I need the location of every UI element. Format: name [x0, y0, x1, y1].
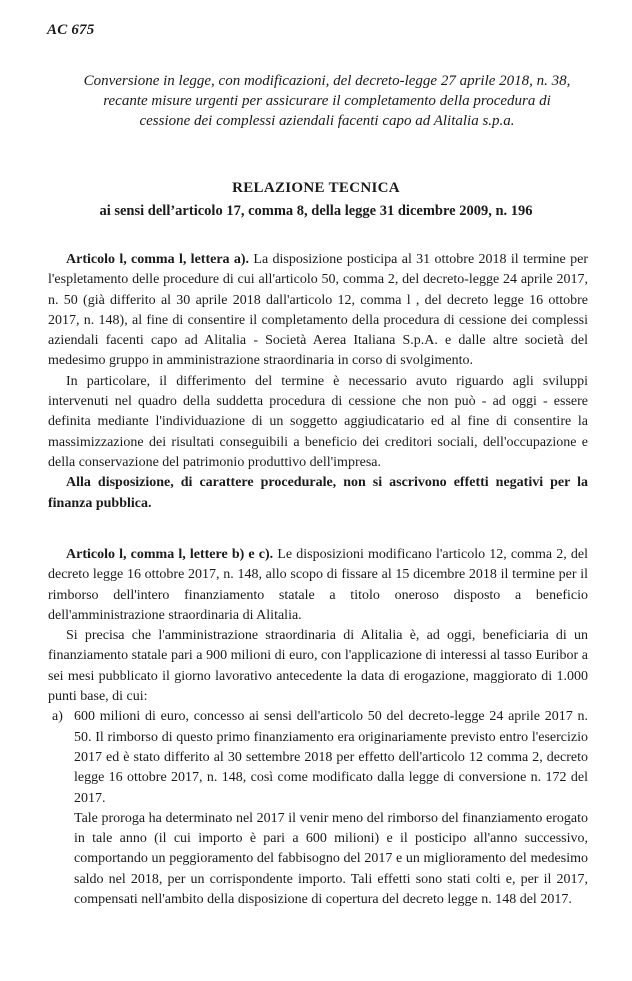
subject-line: cessione dei complessi aziendali facenti capo ad Alitalia s.p.a. — [139, 113, 515, 129]
paragraph: In particolare, il differimento del termine è necessario avuto riguardo agli sviluppi intervenuti nel quadro della suddetta procedura di cessione che non può - ad oggi - essere definita mediante l'individuazione di un soggetto aggiudicatario ed al fine di consentire la massimizzazione dei risultati conseguibili a beneficio dei creditori sociali, dell'occupazione e della conservazione del patrimonio produttivo dell'impresa. — [48, 373, 588, 470]
funding-list — [48, 707, 588, 808]
section-article-1-letter-a — [48, 250, 588, 514]
paragraph — [48, 545, 588, 626]
list-marker: a) — [52, 709, 63, 725]
subject-line: recante misure urgenti per assicurare il completamento della procedura di — [103, 93, 551, 109]
list-item-text: 600 milioni di euro, concesso ai sensi dell'articolo 50 del decreto-legge 24 aprile 2017 n. 50. Il rimborso di questo primo finanziamento era originariamente previsto entro l'esercizio 2017 ed è stato differito al 30 settembre 2018 per effetto dell'articolo 12 comma 2, decreto legge 16 ottobre 2017, n. 148, così come modificato dalla legge di conversione n. 172 del 2017. — [74, 709, 588, 806]
paragraph-text: Le disposizioni modificano l'articolo 12, comma 2, del decreto legge 16 ottobre 2017, n. 148, allo scopo di fissare al 15 dicembre 2018 il termine per il rimborso dell'intero finanziamento statale a titolo oneroso disposto a beneficio dell'amministrazione straordinaria di Alitalia. — [48, 547, 588, 623]
article-heading: Articolo l, comma l, lettere b) e c). — [66, 547, 274, 562]
paragraph-text: La disposizione posticipa al 31 ottobre 2018 il termine per l'espletamento delle procedure di cui all'articolo 50, comma 2, del decreto-legge 24 aprile 2017, n. 50 (già differito al 30 aprile 2018 dall'articolo 12, comma l , del decreto legge 16 ottobre 2017, n. 148), al fine di consentire il completamento della procedura di cessione dei complessi aziendali facenti capo ad Alitalia - Società Aerea Italiana S.p.A. e dalle altre società del medesimo gruppo in amministrazione straordinaria in corso di svolgimento. — [48, 252, 588, 369]
section-article-1-letters-b-c — [48, 545, 588, 910]
conclusion-paragraph: Alla disposizione, di carattere procedurale, non si ascrivono effetti negativi per la finanza pubblica. — [48, 475, 588, 511]
report-title: RELAZIONE TECNICA — [232, 180, 400, 196]
paragraph: Si precisa che l'amministrazione straordinaria di Alitalia è, ad oggi, beneficiaria di un finanziamento statale pari a 900 milioni di euro, con l'applicazione di interessi al tasso Euribor a sei mesi pubblicato il giorno lavorativo antecedente la data di erogazione, maggiorato di 1.000 punti base, di cui: — [48, 628, 588, 705]
list-item — [48, 707, 588, 808]
article-heading: Articolo l, comma l, lettera a). — [66, 252, 250, 267]
list-item-continuation: Tale proroga ha determinato nel 2017 il venir meno del rimborso del finanziamento erogato in tale anno (il cui importo è pari a 600 milioni) e il posticipo all'anno successivo, comportando un peggioramento del fabbisogno del 2017 e un miglioramento del medesimo saldo nel 2018, per un corrispondente importo. Tali effetti sono stati colti e, per il 2017, compensati nell'ambito della disposizione di copertura del decreto legge n. 148 del 2017. — [74, 810, 588, 908]
report-subtitle: ai sensi dell’articolo 17, comma 8, della legge 31 dicembre 2009, n. 196 — [99, 203, 533, 219]
subject-line: Conversione in legge, con modificazioni, del decreto-legge 27 aprile 2018, n. 38, — [83, 73, 571, 89]
document-code: AC 675 — [47, 22, 95, 38]
bill-subject — [60, 71, 594, 131]
paragraph — [48, 250, 588, 372]
